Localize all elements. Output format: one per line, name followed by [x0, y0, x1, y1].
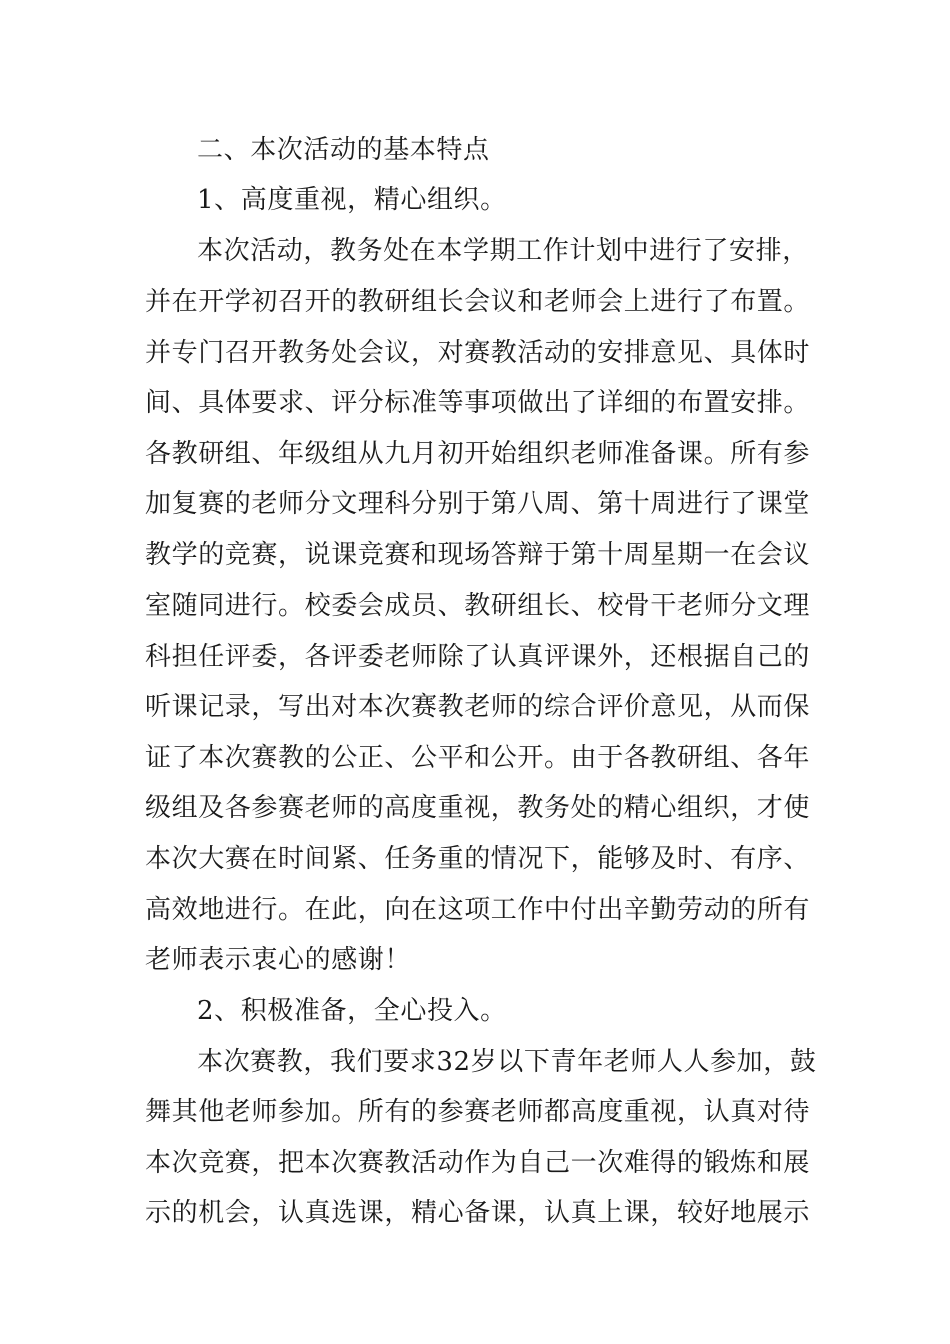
- subsection-heading-1: 1、高度重视，精心组织。: [197, 185, 507, 215]
- paragraph-1-line-5: 各教研组、年级组从九月初开始组织老师准备课。所有参: [145, 439, 811, 469]
- paragraph-1-line-11: 证了本次赛教的公正、公平和公开。由于各教研组、各年: [145, 743, 811, 773]
- paragraph-2-line-4: 示的机会，认真选课，精心备课，认真上课，较好地展示: [145, 1198, 811, 1228]
- paragraph-1-line-2: 并在开学初召开的教研组长会议和老师会上进行了布置。: [145, 287, 811, 317]
- paragraph-1-line-10: 听课记录，写出对本次赛教老师的综合评价意见，从而保: [145, 692, 811, 722]
- paragraph-1-line-3: 并专门召开教务处会议，对赛教活动的安排意见、具体时: [145, 338, 811, 368]
- paragraph-2-line-2: 舞其他老师参加。所有的参赛老师都高度重视，认真对待: [145, 1097, 811, 1127]
- paragraph-1-line-4: 间、具体要求、评分标准等事项做出了详细的布置安排。: [145, 388, 811, 418]
- section-heading: 二、本次活动的基本特点: [197, 135, 490, 165]
- paragraph-2-line-3: 本次竞赛，把本次赛教活动作为自己一次难得的锻炼和展: [145, 1148, 811, 1178]
- paragraph-1-line-15: 老师表示衷心的感谢！: [145, 945, 412, 975]
- paragraph-1-line-6: 加复赛的老师分文理科分别于第八周、第十周进行了课堂: [145, 489, 811, 519]
- paragraph-1-line-9: 科担任评委，各评委老师除了认真评课外，还根据自己的: [145, 642, 811, 672]
- paragraph-1-line-8: 室随同进行。校委会成员、教研组长、校骨干老师分文理: [145, 591, 811, 621]
- paragraph-1-line-1: 本次活动，教务处在本学期工作计划中进行了安排，: [197, 236, 809, 266]
- paragraph-2-line-1: 本次赛教，我们要求32岁以下青年老师人人参加，鼓: [197, 1047, 817, 1077]
- paragraph-1-line-12: 级组及各参赛老师的高度重视，教务处的精心组织，才使: [145, 793, 811, 823]
- paragraph-1-line-7: 教学的竞赛，说课竞赛和现场答辩于第十周星期一在会议: [145, 540, 811, 570]
- subsection-heading-2: 2、积极准备，全心投入。: [197, 996, 507, 1026]
- paragraph-1-line-13: 本次大赛在时间紧、任务重的情况下，能够及时、有序、: [145, 844, 811, 874]
- paragraph-1-line-14: 高效地进行。在此，向在这项工作中付出辛勤劳动的所有: [145, 895, 811, 925]
